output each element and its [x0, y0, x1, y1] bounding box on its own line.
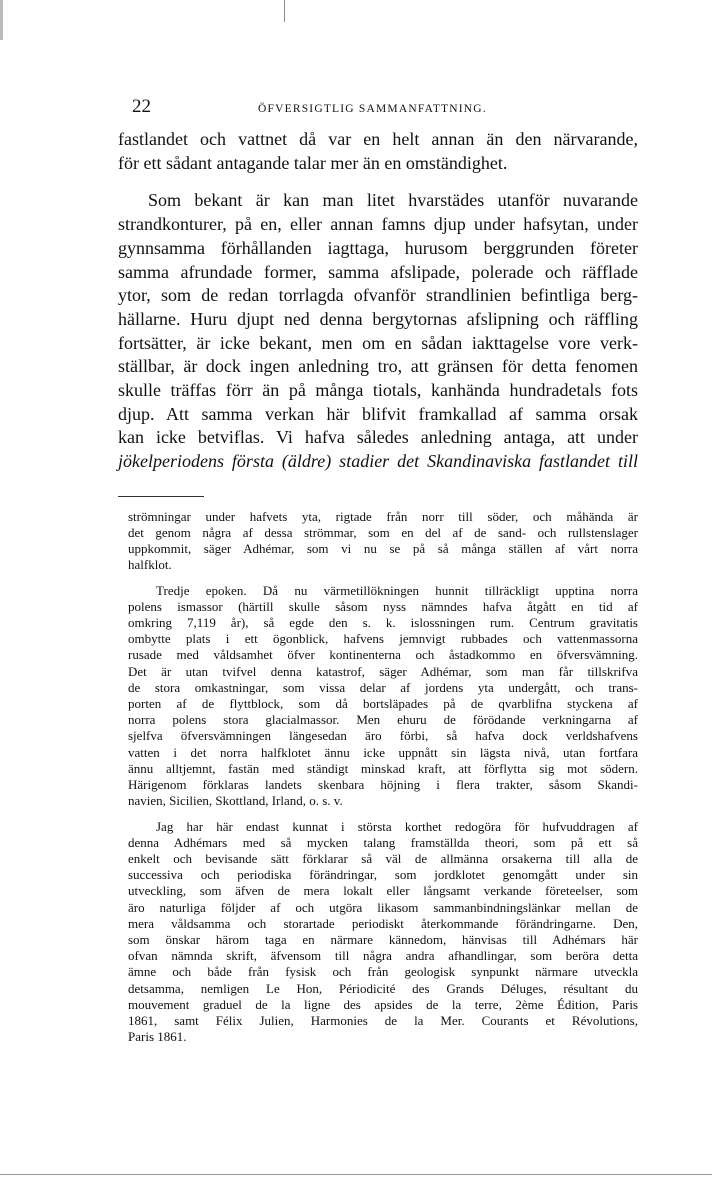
footnote-line: som önskar härom taga en närmare kännedom, hänvisas till Adhémars här: [128, 931, 638, 947]
scan-bottom-edge: [0, 1174, 712, 1175]
footnote-line: norra polens stora glacialmassor. Men ehuru de förödande verkningarna af: [128, 712, 638, 728]
footnote-line: rusade med våldsamhet öfver kontinenterna och åstadkommo en öfversvämning.: [128, 647, 638, 663]
footnote-line: Det är utan tvifvel denna katastrof, säger Adhémar, som man får tillskrifva: [128, 663, 638, 679]
footnote-line: detsamma, nemligen Le Hon, Périodicité des Grands Déluges, résultant du: [128, 980, 638, 996]
footnote-line: enkelt och bevisande sätt förklarar så väl de allmänna orsakerna till alla de: [128, 850, 638, 866]
footnote-line: sjelfva öfversvämningen längesedan äro förbi, så hafva dock verldshafvens: [128, 728, 638, 744]
footnote-line: uppkommit, säger Adhémar, som vi nu se på så många ställen af vårt norra: [128, 541, 638, 557]
footnote-line: ombytte plats i ett ögonblick, hafvens jemnvigt rubbades och vattenmassorna: [128, 631, 638, 647]
text-line: Som bekant är kan man litet hvarstädes utanför nuvarande: [148, 190, 638, 211]
main-text: [118, 128, 638, 474]
scan-fold-line: [284, 0, 285, 22]
footnote-line: 1861, samt Félix Julien, Harmonies de la Mer. Courants et Révolutions,: [128, 1012, 638, 1028]
document-page: [118, 96, 638, 1054]
page-number: 22: [132, 96, 151, 117]
footnote-line: porten af de flyttblock, som då bortsläpades på de qvarblifna styckena af: [128, 696, 638, 712]
footnote-line: navien, Sicilien, Skottland, Irland, o. s. v.: [128, 793, 343, 809]
footnote-line: utveckling, som äfven de mera lokalt eller långsamt verkande företeelser, som: [128, 883, 638, 899]
text-line: strandkonturer, på en, eller annan famns djup under hafsytan, under: [118, 214, 638, 235]
text-line-italic: jökelperiodens första (äldre) stadier det Skandinaviska fastlandet till: [118, 451, 638, 472]
footnote-line: polens ismassor (härtill skulle såsom nyss nämndes hafva åtgått en tid af: [128, 598, 638, 614]
footnote-line: strömningar under hafvets yta, rigtade från norr till söder, och måhända är: [128, 508, 638, 524]
footnote-line: Jag har här endast kunnat i största korthet redogöra för hufvuddragen af: [156, 818, 638, 834]
footnote-line: äro naturliga följder af och utgöra likasom sammanbindningslänkar mellan de: [128, 899, 638, 915]
text-line: fastlandet och vattnet då var en helt annan än den närvarande,: [118, 129, 638, 149]
footnote-line: de stora omkastningar, som vissa delar af jordens yta undergått, och trans-: [128, 679, 638, 695]
text-line: kan icke betviflas. Vi hafva således anledning antaga, att under: [118, 427, 638, 448]
footnote-line: Tredje epoken. Då nu värmetillökningen hunnit tillräckligt upptina norra: [156, 582, 638, 598]
footnote-line: det genom några af dessa strömmar, som en del af de sand- och rullstenslager: [128, 525, 638, 541]
footnote-line: vatten i det norra halfklotet ännu icke uppnått sin lägsta nivå, utan fortfara: [128, 744, 638, 760]
footnote-line: ofvan nämnda skrift, äfvensom till några andra afhandlingar, som beröra detta: [128, 948, 638, 964]
running-head: ÖFVERSIGTLIG SAMMANFATTNING.: [258, 103, 487, 115]
footnote-line: successiva och periodiska förändringar, som jordklotet genomgått under sin: [128, 867, 638, 883]
footnote-paragraph: [128, 509, 638, 574]
text-line: ställbar, är dock ingen anledning tro, att gränsen för detta fenomen: [118, 356, 638, 377]
footnote-line: halfklot.: [128, 557, 172, 573]
scan-edge-mark: [0, 0, 3, 40]
text-line: djup. Att samma verkan här blifvit framkallad af samma orsak: [118, 403, 638, 424]
text-line: för ett sådant antagande talar mer än en omständighet.: [118, 152, 508, 173]
text-line: skulle träffas förr än på många tiotals, kanhända hundradetals fots: [118, 380, 638, 401]
footnote-paragraph: [128, 819, 638, 1046]
footnotes: [118, 509, 638, 1046]
footnote-line: mera våldsamma och storartade periodiskt återkommande förändringarne. Den,: [128, 915, 638, 931]
text-line: fortsätter, är icke bekant, men om en sådan iakttagelse vore verk-: [118, 332, 638, 353]
text-line: samma afrundade former, samma afslipade, polerade och räfflade: [118, 261, 638, 282]
footnote-line: Härigenom förklaras landets skenbara höjning i flera trakter, såsom Skandi-: [128, 777, 638, 793]
footnote-line: denna Adhémars med så mycken talang framställda theori, som på ett så: [128, 834, 638, 850]
footnote-paragraph: [128, 583, 638, 810]
text-line: ytor, som de redan torrlagda ofvanför strandlinien befintliga berg-: [118, 285, 638, 306]
text-line: gynnsamma förhållanden iagttaga, hurusom berggrunden företer: [118, 237, 638, 258]
footnote-line: mouvement graduel de la ligne des apsides de la terre, 2ème Édition, Paris: [128, 996, 638, 1012]
text-line: hällarne. Huru djupt ned denna bergytornas afslipning och räffling: [118, 308, 638, 329]
footnote-rule: [118, 496, 204, 497]
footnote-line: omkring 7,119 år), så egde den s. k. islossningen rum. Centrum gravitatis: [128, 615, 638, 631]
footnote-line: Paris 1861.: [128, 1029, 187, 1045]
footnote-line: ämne och både från fysisk och från geologisk synpunkt närmare utveckla: [128, 964, 638, 980]
footnote-line: ännu alltjemnt, fastän med ständigt minskad kraft, att förflytta sig mot södern.: [128, 760, 638, 776]
page-header: [118, 96, 638, 124]
